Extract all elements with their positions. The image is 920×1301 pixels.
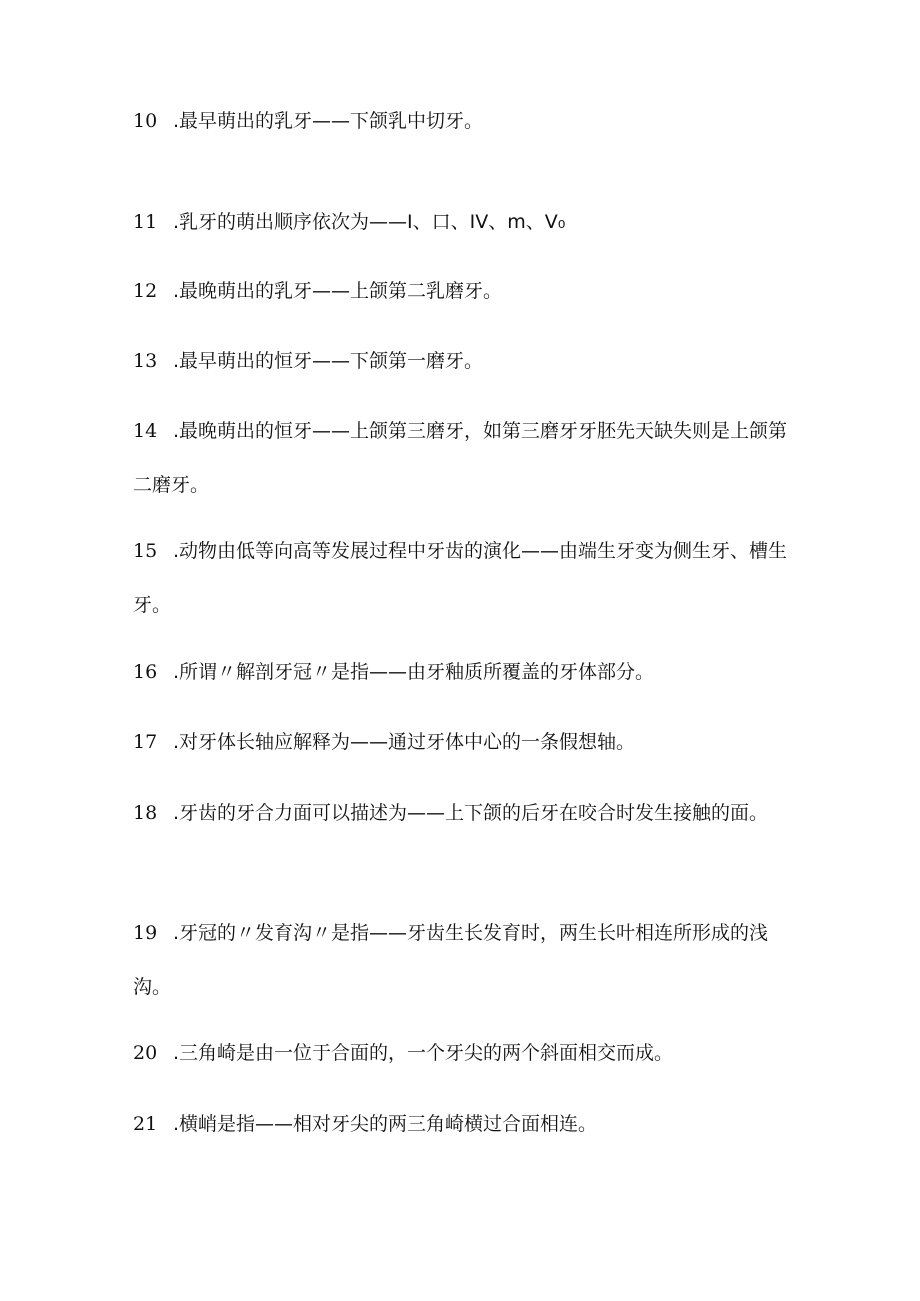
item-number: 19 [133,922,158,944]
item-number: 13 [133,350,158,372]
item-text: .三角崎是由一位于合面的，一个牙尖的两个斜面相交而成。 [173,1042,674,1064]
list-item-10 [133,94,793,148]
item-number: 15 [133,540,158,562]
list-item-15 [133,524,793,632]
list-item-14 [133,404,793,512]
item-number: 20 [133,1042,158,1064]
item-number: 14 [133,420,158,442]
list-item-12 [133,264,793,318]
list-item-17 [133,715,793,769]
item-number: 11 [133,211,158,233]
item-text: .最早萌出的乳牙——下颌乳中切牙。 [173,110,484,132]
item-text: .最晚萌出的恒牙——上颌第三磨牙，如第三磨牙牙胚先天缺失则是上颌第二磨牙。 [133,420,788,496]
item-text: .横峭是指——相对牙尖的两三角崎横过合面相连。 [173,1113,598,1135]
list-item-20 [133,1026,793,1080]
item-text: .最晚萌出的乳牙——上颌第二乳磨牙。 [173,280,503,302]
item-number: 16 [133,661,158,683]
item-text: .牙齿的牙合力面可以描述为——上下颌的后牙在咬合时发生接触的面。 [173,802,769,824]
list-item-11 [133,195,793,249]
item-number: 21 [133,1113,158,1135]
item-text: .所谓〃解剖牙冠〃是指——由牙釉质所覆盖的牙体部分。 [173,661,655,683]
list-item-18 [133,786,793,840]
item-text: .最早萌出的恒牙——下颌第一磨牙。 [173,350,484,372]
item-text: .动物由低等向高等发展过程中牙齿的演化——由端生牙变为侧生牙、槽生牙。 [133,540,788,616]
item-number: 10 [133,110,158,132]
list-item-13 [133,334,793,388]
list-item-21 [133,1097,793,1151]
item-number: 18 [133,802,158,824]
item-number: 17 [133,731,158,753]
list-item-19 [133,906,793,1014]
item-text: .牙冠的〃发育沟〃是指——牙齿生长发育时，两生长叶相连所形成的浅沟。 [133,922,769,998]
item-text: .乳牙的萌出顺序依次为——I、口、IV、m、V₀ [173,211,566,233]
item-text: .对牙体长轴应解释为——通过牙体中心的一条假想轴。 [173,731,636,753]
item-number: 12 [133,280,158,302]
list-item-16 [133,645,793,699]
